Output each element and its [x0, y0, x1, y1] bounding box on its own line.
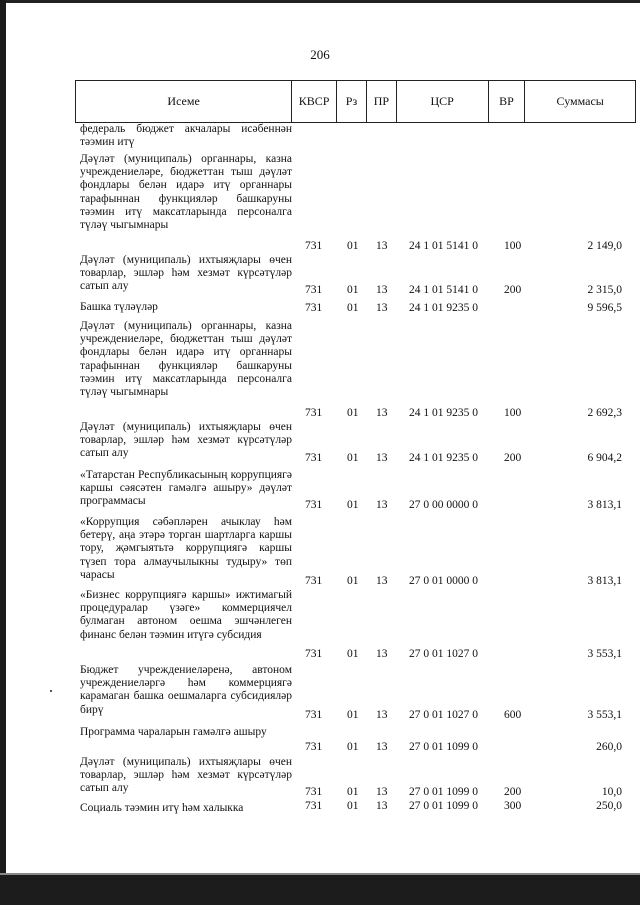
row-name: Дәүләт (муниципаль) органнары, казна учреждениеләре, бюджеттан тыш дәүләт фондлары белән идарә итү органнары тарафыннан функцияләр башкаруны тәэмин итү максатларында персоналга түләү чыгымнары [80, 153, 292, 232]
row-csr: 27 0 00 0000 0 [409, 498, 478, 511]
row-rz: 01 [347, 574, 359, 587]
row-name: Дәүләт (муниципаль) ихтыяҗлары өчен товарлар, эшләр һәм хезмәт күрсәтүләр сатып алу [80, 421, 292, 460]
table-row [75, 254, 636, 297]
row-name: Дәүләт (муниципаль) ихтыяҗлары өчен товарлар, эшләр һәм хезмәт күрсәтүләр сатып алу [80, 254, 292, 293]
row-pr: 13 [376, 647, 388, 660]
row-pr: 13 [376, 785, 388, 798]
row-sum: 260,0 [596, 740, 622, 753]
row-csr: 24 1 01 5141 0 [409, 283, 478, 296]
scan-edge-left [0, 0, 6, 905]
row-sum: 10,0 [601, 785, 622, 798]
row-sum: 2 149,0 [587, 239, 622, 252]
column-header-vr: ВР [489, 81, 526, 122]
row-kvsr: 731 [305, 406, 323, 419]
row-vr: 200 [504, 283, 522, 296]
table-row [75, 153, 636, 253]
row-pr: 13 [376, 239, 388, 252]
table-row [75, 589, 636, 661]
scan-edge-bottom [0, 875, 640, 905]
row-kvsr: 731 [305, 574, 323, 587]
column-header-kvsr: КВСР [292, 81, 337, 122]
row-csr: 24 1 01 9235 0 [409, 301, 478, 314]
row-csr: 24 1 01 9235 0 [409, 406, 478, 419]
table-row [75, 320, 636, 420]
row-name: «Бизнес коррупциягә каршы» ижтимагый процедуралар үзәге» коммерциячел булмаган автоном оешма эшчәнлеген финанс белән тәэмин итүгә субсидия [80, 589, 292, 641]
row-vr: 600 [504, 708, 522, 721]
row-name: федераль бюджет акчалары исәбеннән тәэмин итү [80, 123, 292, 149]
row-vr: 200 [504, 451, 522, 464]
row-vr: 300 [504, 800, 522, 812]
row-csr: 27 0 01 1099 0 [409, 785, 478, 798]
table-row [75, 516, 636, 588]
table-row [75, 421, 636, 465]
row-csr: 27 0 01 1099 0 [409, 740, 478, 753]
row-kvsr: 731 [305, 785, 323, 798]
row-sum: 2 315,0 [587, 283, 622, 296]
row-name: «Коррупция сәбәпләрен ачыклау һәм бетерү, аңа этәрә торган шартларга каршы тору, җәмгыятьтә коррупциягә каршы түзеп тора алмаучылыкны тудыру» төп чарасы [80, 516, 292, 581]
row-csr: 27 0 01 1027 0 [409, 647, 478, 660]
row-pr: 13 [376, 406, 388, 419]
row-sum: 2 692,3 [587, 406, 622, 419]
row-rz: 01 [347, 785, 359, 798]
row-rz: 01 [347, 800, 359, 812]
row-rz: 01 [347, 283, 359, 296]
row-sum: 6 904,2 [587, 451, 622, 464]
table-header [75, 80, 636, 123]
column-header-sum: Суммасы [556, 94, 604, 108]
row-csr: 27 0 01 1099 0 [409, 800, 478, 812]
row-sum: 3 813,1 [587, 574, 622, 587]
row-rz: 01 [347, 740, 359, 753]
row-pr: 13 [376, 301, 388, 314]
row-rz: 01 [347, 498, 359, 511]
row-name: Бюджет учреждениеләренә, автоном учреждениеләргә һәм коммерциягә карамаган башка оешмаларга субсидияләр бирү [80, 664, 292, 716]
row-kvsr: 731 [305, 800, 323, 812]
row-name: «Татарстан Республикасының коррупциягә каршы сәясәтен гамәлгә ашыру» дәүләт программасы [80, 469, 292, 508]
row-kvsr: 731 [305, 498, 323, 511]
table-row [75, 726, 636, 754]
row-sum: 3 813,1 [587, 498, 622, 511]
table-row [75, 756, 636, 799]
row-rz: 01 [347, 239, 359, 252]
row-vr: 200 [504, 785, 522, 798]
scan-edge-top [0, 0, 640, 3]
row-kvsr: 731 [305, 740, 323, 753]
row-pr: 13 [376, 574, 388, 587]
row-pr: 13 [376, 451, 388, 464]
row-pr: 13 [376, 708, 388, 721]
row-csr: 27 0 01 1027 0 [409, 708, 478, 721]
table-row [75, 469, 636, 512]
row-csr: 24 1 01 9235 0 [409, 451, 478, 464]
row-csr: 27 0 01 0000 0 [409, 574, 478, 587]
row-csr: 24 1 01 5141 0 [409, 239, 478, 252]
row-name: Башка түләүләр [80, 301, 158, 313]
row-pr: 13 [376, 283, 388, 296]
scan-speck [50, 690, 52, 692]
row-pr: 13 [376, 740, 388, 753]
row-kvsr: 731 [305, 301, 323, 314]
column-header-name: Исеме [76, 81, 292, 122]
column-header-pr: ПР [367, 81, 397, 122]
row-kvsr: 731 [305, 647, 323, 660]
row-kvsr: 731 [305, 451, 323, 464]
row-kvsr: 731 [305, 708, 323, 721]
row-pr: 13 [376, 800, 388, 812]
row-rz: 01 [347, 406, 359, 419]
table-row [75, 800, 636, 816]
row-rz: 01 [347, 708, 359, 721]
row-name: Дәүләт (муниципаль) ихтыяҗлары өчен товарлар, эшләр һәм хезмәт күрсәтүләр сатып алу [80, 756, 292, 795]
page-number: 206 [310, 47, 330, 62]
row-name: Социаль тәэмин итү һәм халыкка [80, 802, 244, 814]
row-sum: 3 553,1 [587, 708, 622, 721]
row-kvsr: 731 [305, 283, 323, 296]
table-row [75, 301, 636, 315]
row-vr: 100 [504, 239, 522, 252]
row-pr: 13 [376, 498, 388, 511]
row-sum: 250,0 [596, 800, 622, 812]
row-rz: 01 [347, 301, 359, 314]
row-rz: 01 [347, 647, 359, 660]
column-header-csr: ЦСР [397, 81, 489, 122]
row-sum: 3 553,1 [587, 647, 622, 660]
row-vr: 100 [504, 406, 522, 419]
column-header-rz: Рз [337, 81, 367, 122]
table-row [75, 664, 636, 722]
row-name: Программа чараларын гамәлгә ашыру [80, 726, 267, 738]
row-rz: 01 [347, 451, 359, 464]
row-kvsr: 731 [305, 239, 323, 252]
row-name: Дәүләт (муниципаль) органнары, казна учреждениеләре, бюджеттан тыш дәүләт фондлары белән идарә итү органнары тарафыннан функцияләр башкаруны тәэмин итү максатларында персоналга түләү чыгымнары [80, 320, 292, 399]
row-sum: 9 596,5 [587, 301, 622, 314]
table-row [75, 123, 636, 149]
